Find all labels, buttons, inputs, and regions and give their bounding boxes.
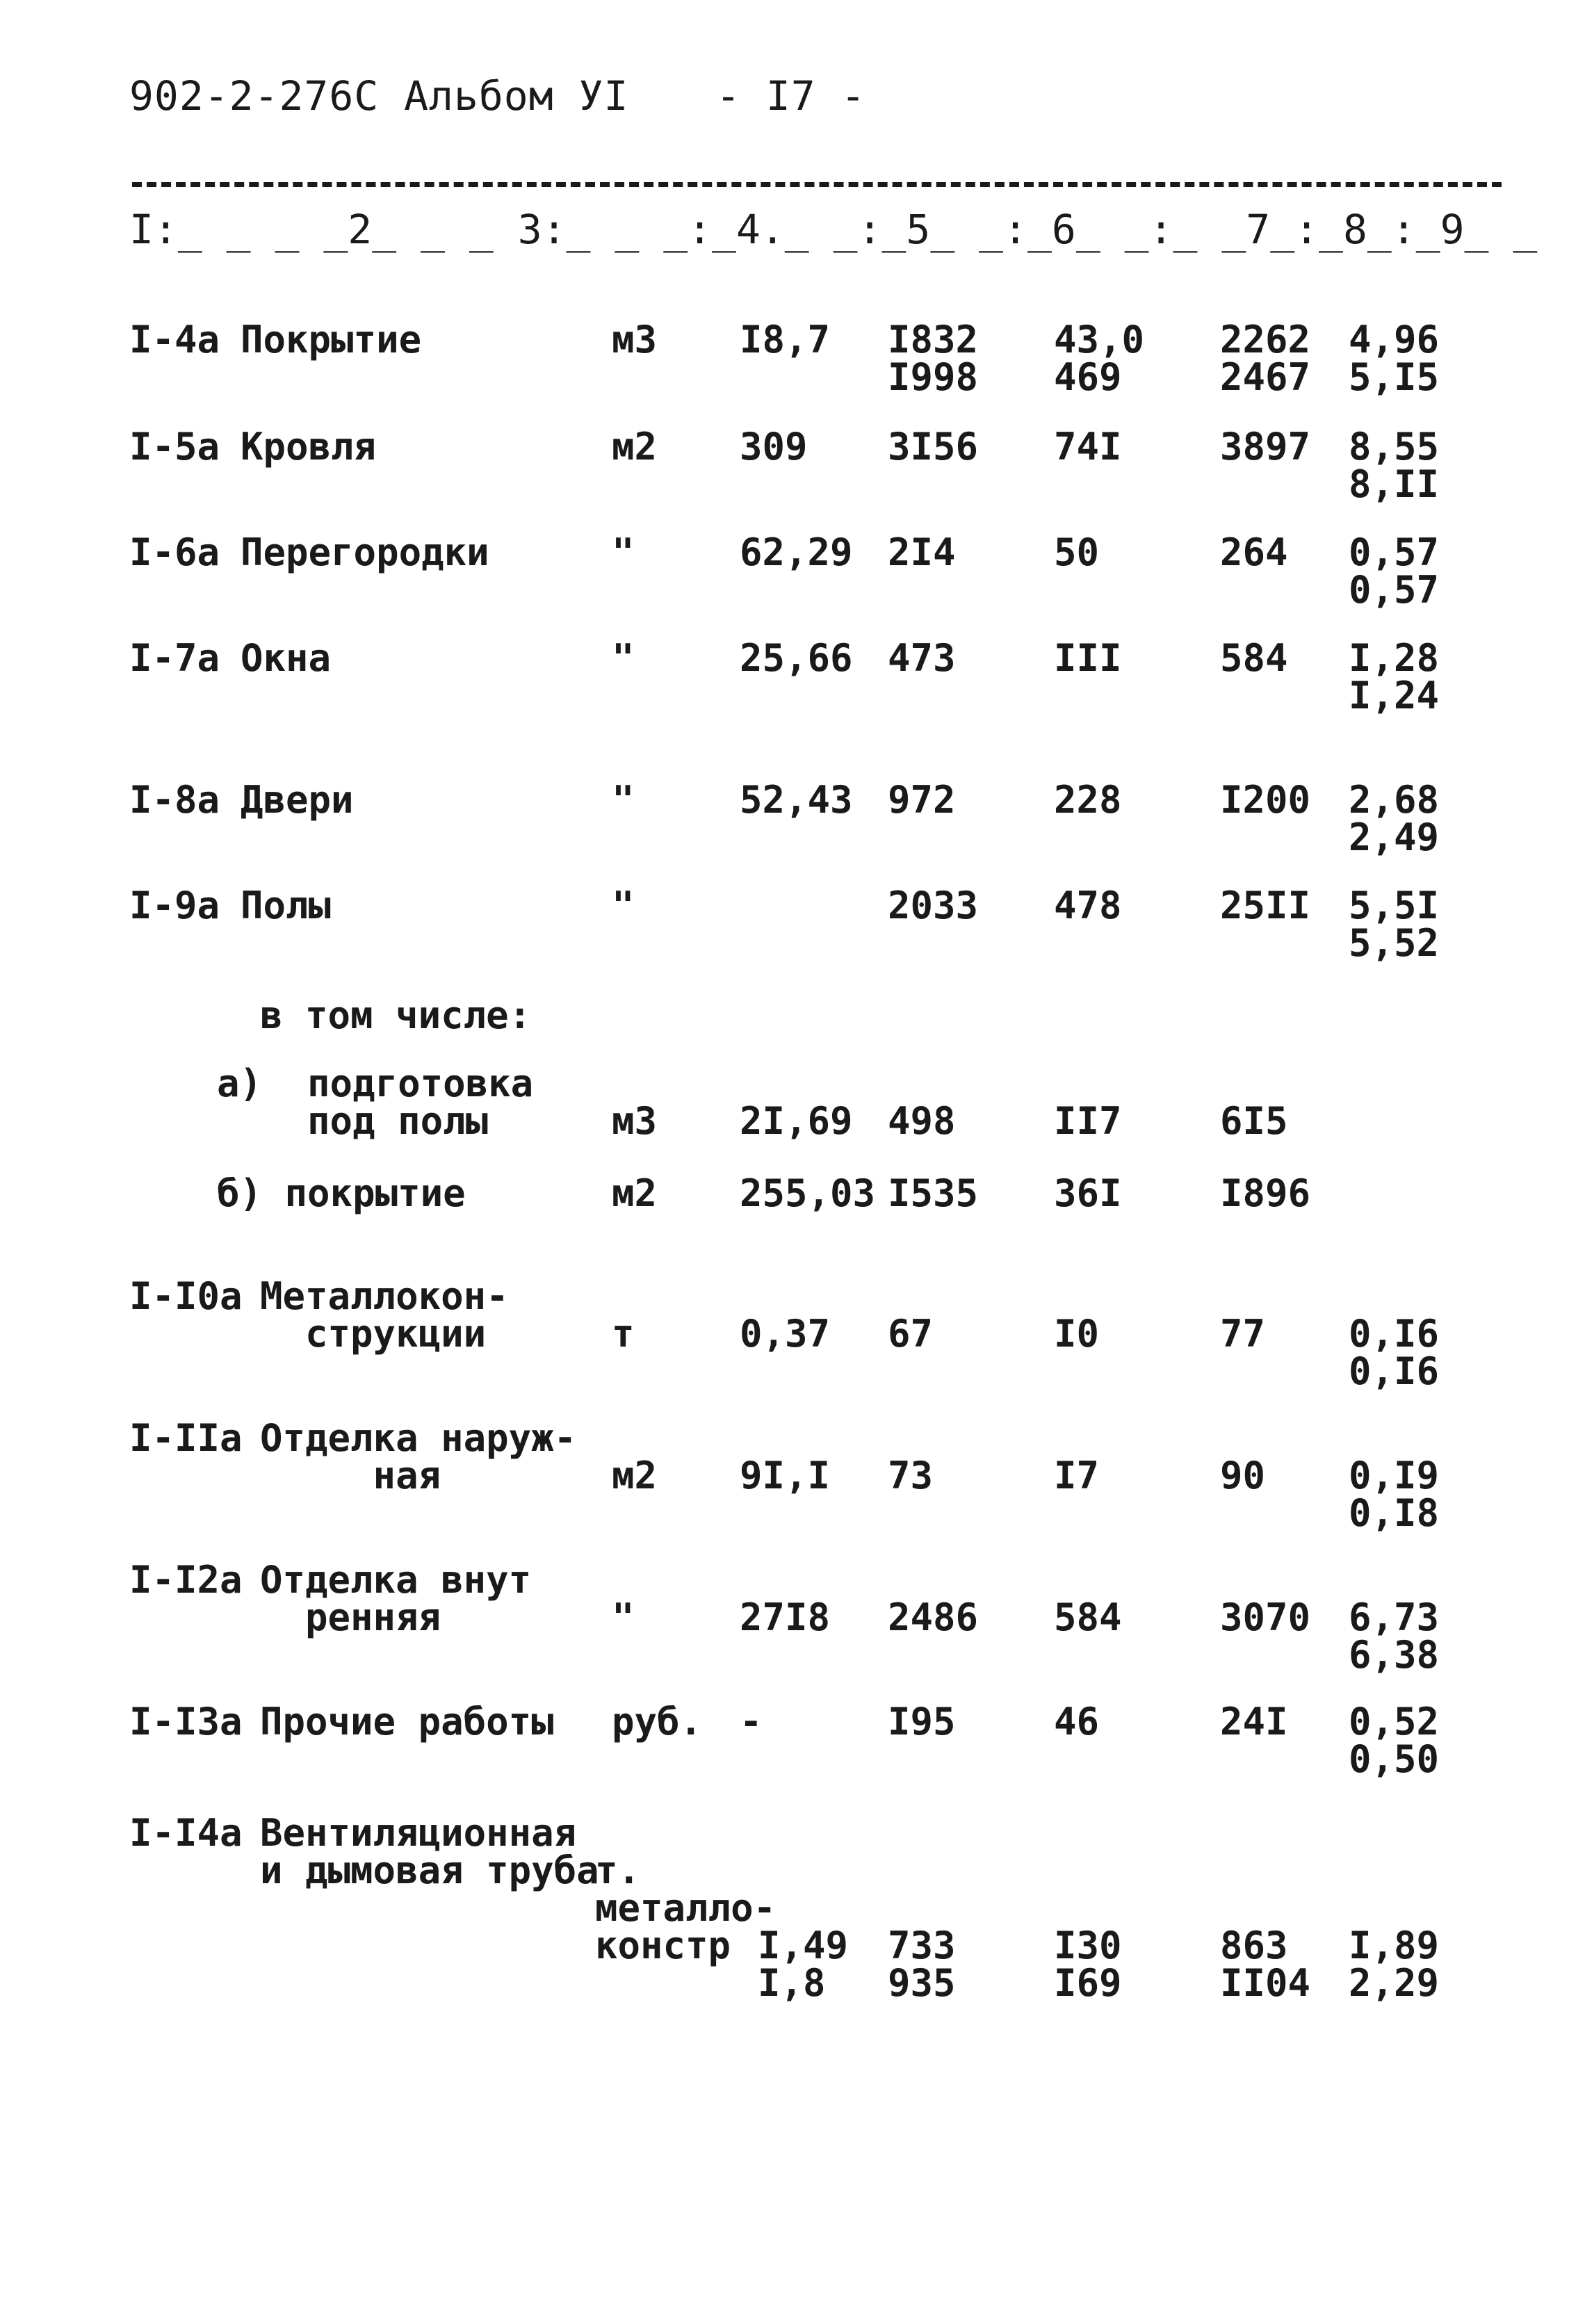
row-col4: I,49 I,8 [758,1924,849,2005]
column-header: I:_ _ _ _2_ _ _ 3:_ _ _:_4._ _:_5_ _:_6_ _:_ _7_:_8_:_9_ _ [129,206,1538,253]
row-col8: 0,I6 0,I6 [1349,1312,1440,1393]
row-col6: 50 [1054,530,1100,574]
row-name: Перегородки [241,530,489,574]
row-number: I-I4а [129,1811,243,1855]
row-col6: 478 [1054,884,1122,927]
row-col7: 584 [1220,636,1288,680]
row-col8: 6,73 6,38 [1349,1595,1440,1677]
row-unit: " [612,1595,635,1639]
row-name: Покрытие [241,318,422,361]
row-col5: I95 [888,1700,956,1744]
row-number: I-8а [129,778,220,822]
row-name: Прочие работы [260,1700,554,1744]
row-col7: 3070 [1220,1595,1311,1639]
row-col4: I8,7 [740,318,831,361]
row-col6: 228 [1054,778,1122,822]
row-col5: 73 [888,1454,934,1497]
row-name: Металлокон- струкции [260,1274,509,1356]
row-col7: 24I [1220,1700,1288,1744]
row-col8: 0,52 0,50 [1349,1700,1440,1781]
row-col4: 2I,69 [740,1099,853,1143]
row-unit: м2 [612,1171,658,1215]
row-col5: I832 I998 [888,318,979,399]
row-col5: 67 [888,1312,934,1356]
row-col8: 4,96 5,I5 [1349,318,1440,399]
row-col7: 863 II04 [1220,1924,1311,2005]
row-col5: 498 [888,1099,956,1143]
row-col7: I896 [1220,1171,1311,1215]
row-col8: 0,57 0,57 [1349,530,1440,612]
row-col5: 972 [888,778,956,822]
row-col6: 46 [1054,1700,1100,1744]
row-col4: 0,37 [740,1312,831,1356]
row-col4: 52,43 [740,778,853,822]
row-number: I-4а [129,318,220,361]
row-name: Двери [241,778,354,822]
row-number: I-5а [129,425,220,469]
row-col6: I30 I69 [1054,1924,1122,2005]
row-name: Окна [241,636,332,680]
row-unit: т. металло- констр [595,1848,777,1967]
row-col7: 77 [1220,1312,1266,1356]
row-col8: 8,55 8,II [1349,425,1440,506]
row-col7: 3897 [1220,425,1311,469]
row-col6: 36I [1054,1171,1122,1215]
row-unit: м3 [612,1099,658,1143]
row-number: I-I2а [129,1558,243,1602]
row-col7: 6I5 [1220,1099,1288,1143]
row-col8: I,28 I,24 [1349,636,1440,717]
row-col7: 264 [1220,530,1288,574]
row-number: I-9а [129,884,220,927]
row-unit: м2 [612,1454,658,1497]
dashed-rule [132,182,1502,187]
row-name: Отделка внут ренняя [260,1558,532,1639]
row-col4: 255,03 [740,1171,876,1215]
row-col5: 473 [888,636,956,680]
row-col7: 90 [1220,1454,1266,1497]
row-unit: т [612,1312,635,1356]
row-col5: 733 935 [888,1924,956,2005]
row-col5: 2486 [888,1595,979,1639]
row-col6: 43,0 469 [1054,318,1145,399]
row-col6: II7 [1054,1099,1122,1143]
row-unit: " [612,636,635,680]
row-col7: 25II [1220,884,1311,927]
row-col5: I535 [888,1171,979,1215]
row-col4: 62,29 [740,530,853,574]
row-name: а) подготовка под полы [217,1062,534,1143]
document-code: 902-2-276C Альбом УI [129,72,629,120]
row-col4: 309 [740,425,808,469]
row-name: Отделка наруж- ная [260,1416,577,1497]
row-col4: 27I8 [740,1595,831,1639]
row-col5: 3I56 [888,425,979,469]
row-unit: " [612,884,635,927]
row-col6: I7 [1054,1454,1100,1497]
row-name: в том числе: [260,993,532,1037]
row-col7: 2262 2467 [1220,318,1311,399]
row-name: Полы [241,884,332,927]
row-col8: 0,I9 0,I8 [1349,1454,1440,1535]
row-col4: - [740,1700,763,1744]
row-name: Вентиляционная и дымовая труба [260,1811,599,1892]
row-col6: III [1054,636,1122,680]
row-unit: руб. [612,1700,703,1744]
row-col6: 74I [1054,425,1122,469]
row-col8: I,89 2,29 [1349,1924,1440,2005]
row-unit: " [612,530,635,574]
row-col5: 2I4 [888,530,956,574]
row-col6: I0 [1054,1312,1100,1356]
row-unit: м3 [612,318,658,361]
row-col7: I200 [1220,778,1311,822]
row-col5: 2033 [888,884,979,927]
row-unit: м2 [612,425,658,469]
row-number: I-I3а [129,1700,243,1744]
row-number: I-6а [129,530,220,574]
row-number: I-I0а [129,1274,243,1318]
row-col4: 25,66 [740,636,853,680]
row-col8: 2,68 2,49 [1349,778,1440,859]
row-name: Кровля [241,425,377,469]
row-col4: 9I,I [740,1454,831,1497]
row-unit: " [612,778,635,822]
row-number: I-IIа [129,1416,243,1460]
row-number: I-7а [129,636,220,680]
row-col6: 584 [1054,1595,1122,1639]
row-name: б) покрытие [217,1171,466,1215]
page-number: - I7 - [716,72,866,120]
row-col8: 5,5I 5,52 [1349,884,1440,965]
